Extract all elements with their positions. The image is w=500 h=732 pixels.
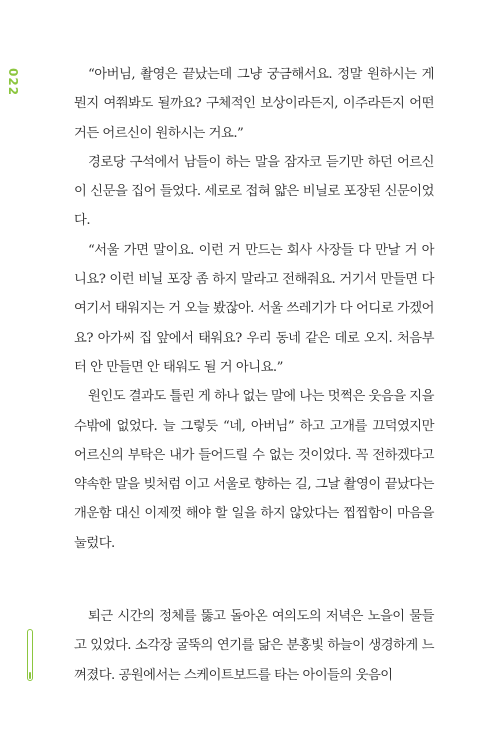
paragraph-1: “아버님, 촬영은 끝났는데 그냥 궁금해서요. 정말 원하시는 게 뭔지 여쭤봐도 될까요? 구체적인 보상이라든지, 이주라든지 어떤 거든 어르신이 원하시는 거요.” — [74, 67, 434, 141]
body-text — [74, 60, 434, 690]
paragraph-3: “서울 가면 말이요. 이런 거 만드는 회사 사장들 다 만날 거 아니요? 이런 비닐 포장 좀 하지 말라고 전해줘요. 거기서 만들면 다 여기서 태워지는 거 오늘 봤잖아. 서울 쓰레기가 다 어디로 가겠어요? 아가씨 집 앞에서 태워요? 우리 동네 같은 데로 오지. 처음부터 안 만들면 안 태워도 될 거 아니요.” — [74, 242, 434, 375]
section-break — [74, 558, 434, 602]
paragraph-5: 퇴근 시간의 정체를 뚫고 돌아온 여의도의 저녁은 노을이 물들고 있었다. 소각장 굴뚝의 연기를 닮은 분홍빛 하늘이 생경하게 느껴졌다. 공원에서는 스케이트보드를 타는 아이들의 웃음이 — [74, 609, 434, 683]
paragraph-4: 원인도 결과도 틀린 게 하나 없는 말에 나는 멋쩍은 웃음을 지을 수밖에 없었다. 늘 그렇듯 “네, 아버님” 하고 고개를 끄덕였지만 어르신의 부탁은 내가 들어드릴 수 없는 것이었다. 꼭 전하겠다고 약속한 말을 빚처럼 이고 서울로 향하는 길, 그날 촬영이 끝났다는 개운함 대신 이제껏 해야 할 일을 하지 않았다는 찝찝함이 마음을 눌렀다. — [74, 389, 434, 551]
progress-gauge-fill — [29, 672, 31, 679]
page-number: 022 — [6, 67, 20, 97]
progress-gauge-icon — [27, 629, 33, 681]
paragraph-2: 경로당 구석에서 남들이 하는 말을 잠자코 듣기만 하던 어르신이 신문을 집어 들었다. 세로로 접혀 얇은 비닐로 포장된 신문이었다. — [74, 154, 434, 229]
